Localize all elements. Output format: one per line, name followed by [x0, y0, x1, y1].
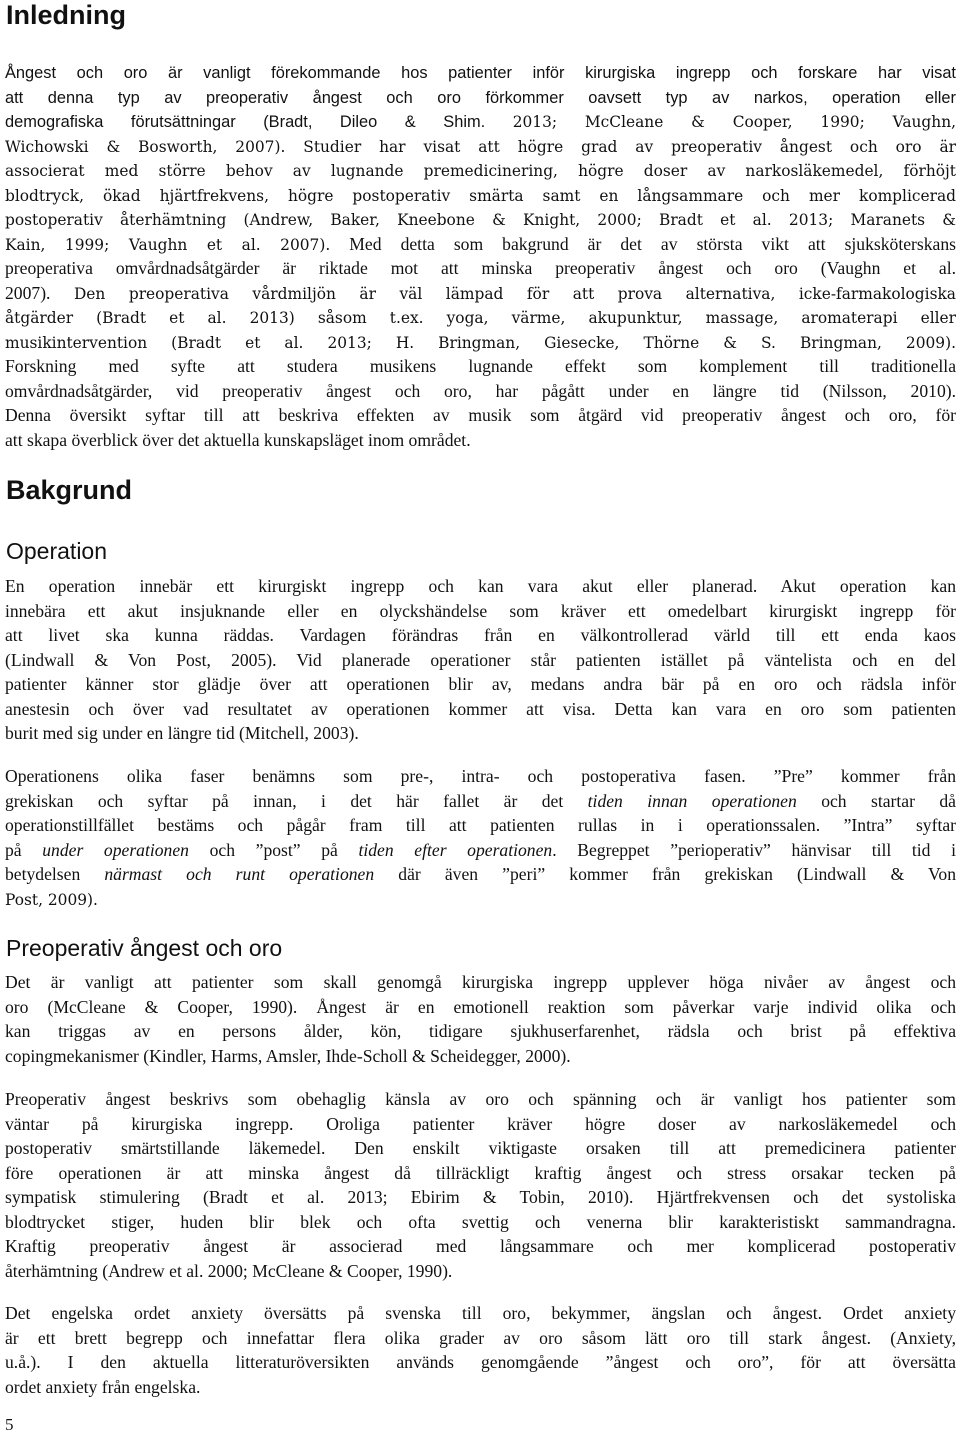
page-number: 5 — [5, 1415, 14, 1434]
text-line: att livet ska kunna räddas. Vardagen förändras från en välkontrollerad värld till ett enda kaos — [5, 625, 956, 645]
paragraph-operation-2 — [5, 764, 956, 911]
text-line: Forskning med syfte att studera musikens lugnande effekt som komplement till traditionella — [5, 356, 956, 376]
text-line: copingmekanismer (Kindler, Harms, Amsler, Ihde-Scholl & Scheidegger, 2000). — [5, 1045, 571, 1066]
text-line: Det är vanligt att patienter som skall genomgå kirurgiska ingrepp upplever höga nivåer av ångest och — [5, 972, 956, 992]
paragraph-operation-1 — [5, 574, 956, 746]
text-line: blodtryck, ökad hjärtfrekvens, högre postoperativ smärta samt en långsammare och mer komplicerad — [5, 186, 956, 205]
text-line: Kraftig preoperativ ångest är associerad med långsammare och mer komplicerad postoperativ — [5, 1236, 956, 1256]
text-line: innebära ett akut insjuknande eller en olyckshändelse som kräver ett omedelbart kirurgiskt ingrepp för — [5, 600, 956, 621]
text-line: ordet anxiety från engelska. — [5, 1376, 201, 1397]
heading-operation: Operation — [6, 538, 108, 564]
text-line: musikintervention (Bradt et al. 2013; H. Bringman, Giesecke, Thörne & S. Bringman, 2009). — [5, 333, 956, 352]
text-line: att denna typ av preoperativ ångest och oro förkommer oavsett typ av narkos, operation eller — [5, 88, 956, 107]
text-line: oro (McCleane & Cooper, 1990). Ångest är en emotionell reaktion som påverkar varje individ olika och — [5, 996, 956, 1017]
text-line: är ett brett begrepp och innefattar flera olika grader av oro såsom lätt oro till stark ångest. (Anxiety, — [5, 1327, 956, 1348]
heading-inledning: Inledning — [6, 0, 126, 30]
text-line: preoperativa omvårdnadsåtgärder är riktade mot att minska preoperativ ångest och oro (Vaughn et al. — [5, 258, 956, 278]
text-line: grekiskan och syftar på innan, i det här fallet är det tiden innan operationen och startar då — [5, 790, 956, 811]
text-line: Operationens olika faser benämns som pre-, intra- och postoperativa fasen. ”Pre” kommer från — [5, 766, 956, 786]
text-line: Preoperativ ångest beskrivs som obehaglig känsla av oro och spänning och är vanligt hos patienter som — [5, 1089, 956, 1109]
text-line: Wichowski & Bosworth, 2007). Studier har visat att högre grad av preoperativ ångest och oro är — [5, 137, 956, 156]
paragraph-intro — [5, 60, 956, 452]
text-line: u.å.). I den aktuella litteraturöversikten används genomgående ”ångest och oro”, för att översätta — [5, 1352, 956, 1372]
text-line: associerat med större behov av lugnande premedicinering, högre doser av narkosläkemedel, förhöjt — [5, 162, 956, 180]
text-line: omvårdnadsåtgärder, vid preoperativ ångest och oro, har pågått under en längre tid (Nilsson, 2010). — [5, 380, 956, 401]
text-line: före operationen är att minska ångest då tillräckligt kraftig ångest och stress orsakar tecken på — [5, 1162, 956, 1183]
text-line: 2007). Den preoperativa vårdmiljön är väl lämpad för att prova alternativa, icke-farmakologiska — [5, 282, 956, 303]
text-line: blodtrycket stiger, huden blir blek och ofta svettig och venerna blir karakteristiskt sammandragna. — [5, 1211, 956, 1232]
text-line: postoperativ smärtstillande läkemedel. Den enskilt viktigaste orsaken till att premedicinera patienter — [5, 1138, 956, 1158]
text-line: anestesin och över vad resultatet av operationen kommer att visa. Detta kan vara en oro som patienten — [5, 698, 956, 719]
text-line: Denna översikt syftar till att beskriva effekten av musik som åtgärd vid preoperativ ångest och oro, för — [5, 405, 956, 425]
paragraph-preop-3 — [5, 1301, 956, 1399]
text-line: Post, 2009). — [5, 890, 98, 909]
text-line: sympatisk stimulering (Bradt et al. 2013; Ebirim & Tobin, 2010). Hjärtfrekvensen och det systoliska — [5, 1187, 956, 1207]
text-line: postoperativ återhämtning (Andrew, Baker, Kneebone & Knight, 2000; Bradt et al. 2013; Maranets & — [5, 211, 956, 229]
heading-bakgrund: Bakgrund — [6, 475, 133, 505]
text-line: patienter känner stor glädje över att operationen blir av, medans andra bär på en oro och rädsla inför — [5, 674, 956, 694]
text-line: Det engelska ordet anxiety översätts på svenska till oro, bekymmer, ängslan och ångest. Ordet anxiety — [5, 1303, 956, 1323]
text-line: En operation innebär ett kirurgiskt ingrepp och kan vara akut eller planerad. Akut operation kan — [5, 576, 956, 596]
paragraph-preop-2 — [5, 1087, 956, 1283]
paragraph-preop-1 — [5, 970, 956, 1068]
text-line: (Lindwall & Von Post, 2005). Vid planerade operationer står patienten istället på väntelista och en del — [5, 649, 956, 670]
text-line: återhämtning (Andrew et al. 2000; McCleane & Cooper, 1990). — [5, 1260, 453, 1281]
text-line: betydelsen närmast och runt operationen där även ”peri” kommer från grekiskan (Lindwall & Von — [5, 864, 956, 884]
text-line: på under operationen och ”post” på tiden efter operationen. Begreppet ”perioperativ” hänvisar till tid i — [5, 839, 956, 860]
text-line: burit med sig under en längre tid (Mitchell, 2003). — [5, 723, 359, 743]
text-line: Ångest och oro är vanligt förekommande hos patienter inför kirurgiska ingrepp och forskare har visat — [5, 64, 956, 82]
text-line: operationstillfället bestäms och pågår fram till att patienten rullas in i operationssalen. ”Intra” syftar — [5, 815, 956, 835]
text-line: Kain, 1999; Vaughn et al. 2007). Med detta som bakgrund är det av största vikt att sjuksköterskans — [5, 233, 956, 254]
text-line: åtgärder (Bradt et al. 2013) såsom t.ex. yoga, värme, akupunktur, massage, aromaterapi eller — [5, 309, 956, 327]
text-line: demografiska förutsättningar (Bradt, Dileo & Shim. 2013; McCleane & Cooper, 1990; Vaughn, — [5, 113, 956, 131]
heading-preoperativ: Preoperativ ångest och oro — [6, 935, 283, 961]
text-line: kan triggas av en persons ålder, kön, tidigare sjukhuserfarenhet, rädsla och brist på effektiva — [5, 1021, 956, 1041]
text-line: att skapa överblick över det aktuella kunskapsläget inom området. — [5, 429, 471, 450]
text-line: väntar på kirurgiska ingrepp. Oroliga patienter kräver högre doser av narkosläkemedel och — [5, 1113, 956, 1134]
